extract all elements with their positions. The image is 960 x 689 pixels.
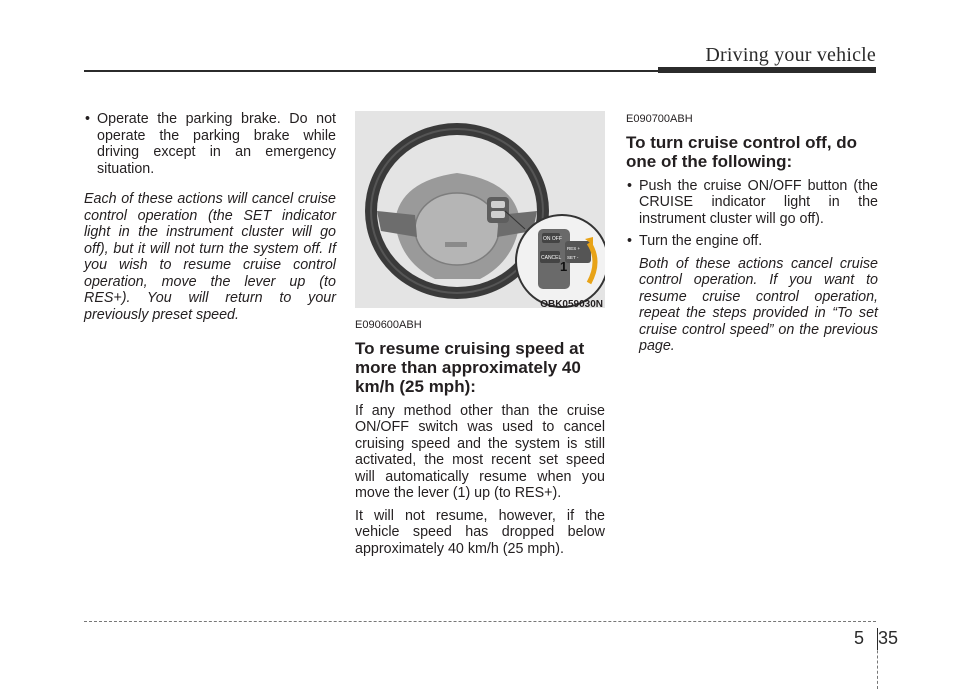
note-cancel-operation: Both of these actions cancel cruise control operation. If you want to resume cruise control operation, repeat the steps provided in “To set cruise control speed” on the previous page. bbox=[639, 255, 878, 354]
label-set: SET - bbox=[567, 255, 579, 260]
bullet-push-button: • Push the cruise ON/OFF button (the CRUISE indicator light in the instrument cluster will go off). bbox=[626, 178, 878, 228]
section-code: E090600ABH bbox=[355, 319, 422, 331]
steering-wheel-illustration bbox=[355, 111, 605, 308]
column-middle bbox=[355, 111, 605, 563]
section-heading-resume: To resume cruising speed at more than approximately 40 km/h (25 mph): bbox=[355, 338, 585, 396]
section-code: E090700ABH bbox=[626, 113, 693, 125]
note-cancel-actions: Each of these actions will cancel cruise control operation (the SET indicator light in the instrument cluster will go off), but it will not turn the system off. If you wish to resume cruise control operation, move the lever up (to RES+). You will return to your previously preset speed. bbox=[84, 191, 336, 323]
bullet-engine-off: • Turn the engine off. bbox=[626, 233, 878, 250]
chapter-title: Driving your vehicle bbox=[705, 44, 876, 66]
page-number-value: 35 bbox=[877, 628, 898, 648]
chapter-number: 5 bbox=[853, 628, 864, 648]
callout-number: 1 bbox=[560, 259, 568, 274]
bullet-parking-brake: • Operate the parking brake. Do not operate the parking brake while driving except in an emergency situation. bbox=[84, 111, 336, 177]
paragraph-resume: If any method other than the cruise ON/OFF switch was used to cancel cruising speed and the system is still activated, the most recent set speed will automatically resume when you move the lever (1) up (to RES+). bbox=[355, 402, 605, 501]
figure-caption: OBK059030N bbox=[540, 299, 603, 308]
section-heading-off: To turn cruise control off, do one of the following: bbox=[626, 132, 858, 171]
column-right bbox=[626, 111, 878, 355]
column-left bbox=[84, 111, 336, 323]
header-rule-accent bbox=[658, 67, 876, 73]
page-number bbox=[854, 628, 898, 649]
footer-rule bbox=[84, 621, 876, 622]
label-on-off: ON OFF bbox=[543, 236, 562, 242]
label-cancel: CANCEL bbox=[541, 255, 562, 261]
paragraph-not-resume: It will not resume, however, if the vehicle speed has dropped below approximately 40 km/h (25 mph). bbox=[355, 507, 605, 557]
label-res: RES + bbox=[567, 246, 581, 251]
steering-wheel-figure bbox=[355, 111, 605, 308]
